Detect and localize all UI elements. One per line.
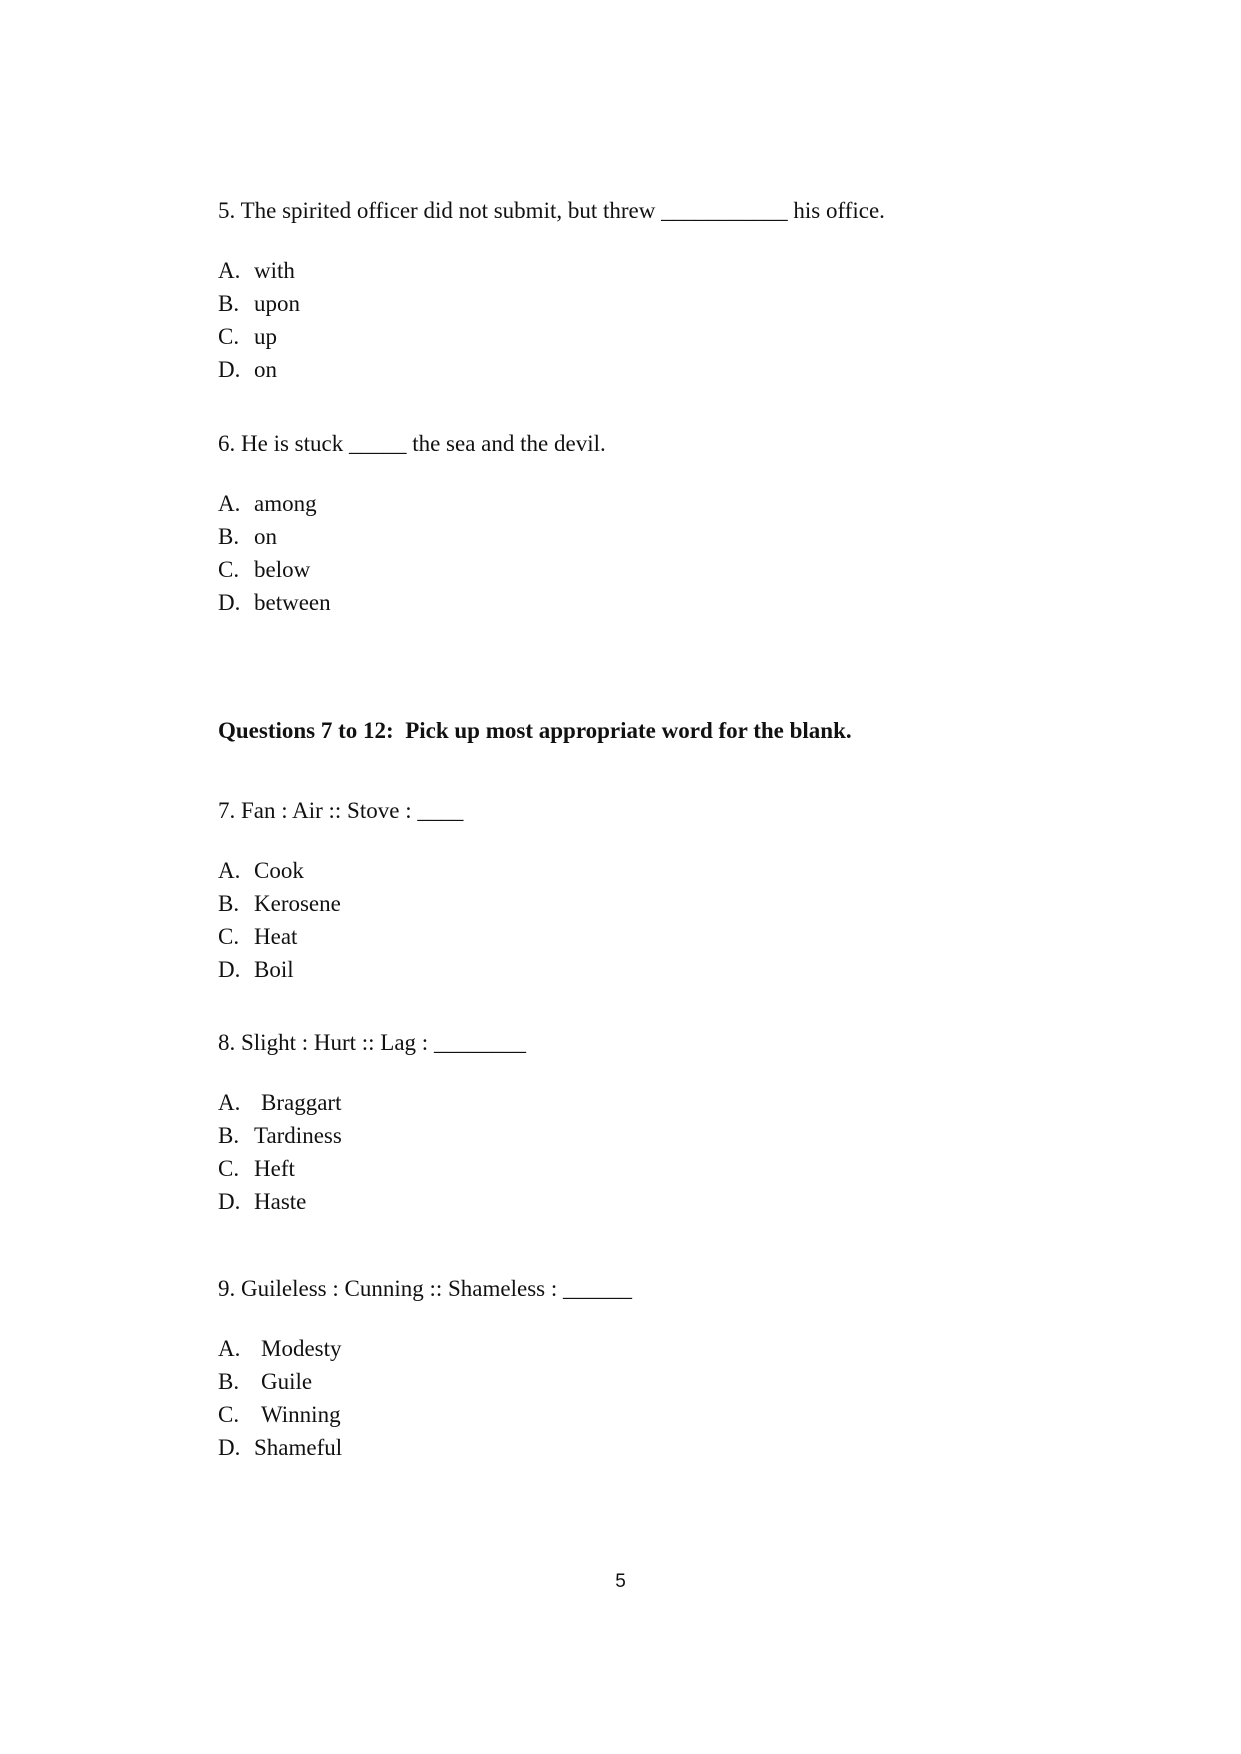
option-d <box>218 953 341 986</box>
option-letter: C. <box>218 1402 240 1427</box>
option-letter: C. <box>218 324 240 349</box>
option-letter: D. <box>218 1189 241 1214</box>
option-c <box>218 553 331 586</box>
question-7-text: 7. Fan : Air :: Stove : ____ <box>218 798 464 823</box>
option-text: Heat <box>254 924 298 949</box>
section-heading: Questions 7 to 12: Pick up most appropriate word for the blank. <box>218 718 852 743</box>
option-letter: B. <box>218 1123 240 1148</box>
option-letter: A. <box>218 1090 241 1115</box>
option-d <box>218 586 331 619</box>
option-text: on <box>254 357 277 382</box>
option-c <box>218 1152 342 1185</box>
option-text: Modesty <box>261 1336 342 1361</box>
option-text: Tardiness <box>254 1123 342 1148</box>
option-text: Shameful <box>254 1435 343 1460</box>
option-letter: D. <box>218 590 241 615</box>
question-7-options <box>218 854 341 986</box>
option-letter: B. <box>218 1369 240 1394</box>
question-6-options <box>218 487 331 619</box>
option-c <box>218 1398 342 1431</box>
option-letter: C. <box>218 557 240 582</box>
option-letter: A. <box>218 1336 241 1361</box>
option-text: Braggart <box>261 1090 342 1115</box>
option-a <box>218 487 331 520</box>
option-text: Cook <box>254 858 304 883</box>
option-text: Kerosene <box>254 891 341 916</box>
option-d <box>218 1431 342 1464</box>
option-text: up <box>254 324 277 349</box>
option-text: Haste <box>254 1189 307 1214</box>
option-b <box>218 520 331 553</box>
question-9-text: 9. Guileless : Cunning :: Shameless : ______ <box>218 1276 632 1301</box>
page-number: 5 <box>615 1571 626 1592</box>
option-text: upon <box>254 291 300 316</box>
question-9-options <box>218 1332 342 1464</box>
option-a <box>218 1332 342 1365</box>
option-d <box>218 353 300 386</box>
option-letter: A. <box>218 858 241 883</box>
option-text: Winning <box>261 1402 341 1427</box>
question-6-text: 6. He is stuck _____ the sea and the devil. <box>218 431 606 456</box>
option-c <box>218 920 341 953</box>
option-letter: D. <box>218 1435 241 1460</box>
option-letter: A. <box>218 491 241 516</box>
option-b <box>218 1365 342 1398</box>
question-8-text: 8. Slight : Hurt :: Lag : ________ <box>218 1030 526 1055</box>
option-letter: B. <box>218 291 240 316</box>
option-text: on <box>254 524 277 549</box>
option-letter: A. <box>218 258 241 283</box>
option-a <box>218 254 300 287</box>
option-text: Boil <box>254 957 294 982</box>
option-c <box>218 320 300 353</box>
option-a <box>218 854 341 887</box>
option-text: between <box>254 590 331 615</box>
option-letter: B. <box>218 524 240 549</box>
option-letter: C. <box>218 924 240 949</box>
option-b <box>218 887 341 920</box>
option-text: Guile <box>261 1369 313 1394</box>
option-text: with <box>254 258 295 283</box>
option-text: among <box>254 491 317 516</box>
question-8-options <box>218 1086 342 1218</box>
question-5-options <box>218 254 300 386</box>
option-text: Heft <box>254 1156 295 1181</box>
option-letter: C. <box>218 1156 240 1181</box>
question-5-text: 5. The spirited officer did not submit, but threw ___________ his office. <box>218 198 885 223</box>
option-text: below <box>254 557 311 582</box>
option-a <box>218 1086 342 1119</box>
option-b <box>218 1119 342 1152</box>
option-letter: D. <box>218 357 241 382</box>
option-b <box>218 287 300 320</box>
option-letter: B. <box>218 891 240 916</box>
option-d <box>218 1185 342 1218</box>
option-letter: D. <box>218 957 241 982</box>
